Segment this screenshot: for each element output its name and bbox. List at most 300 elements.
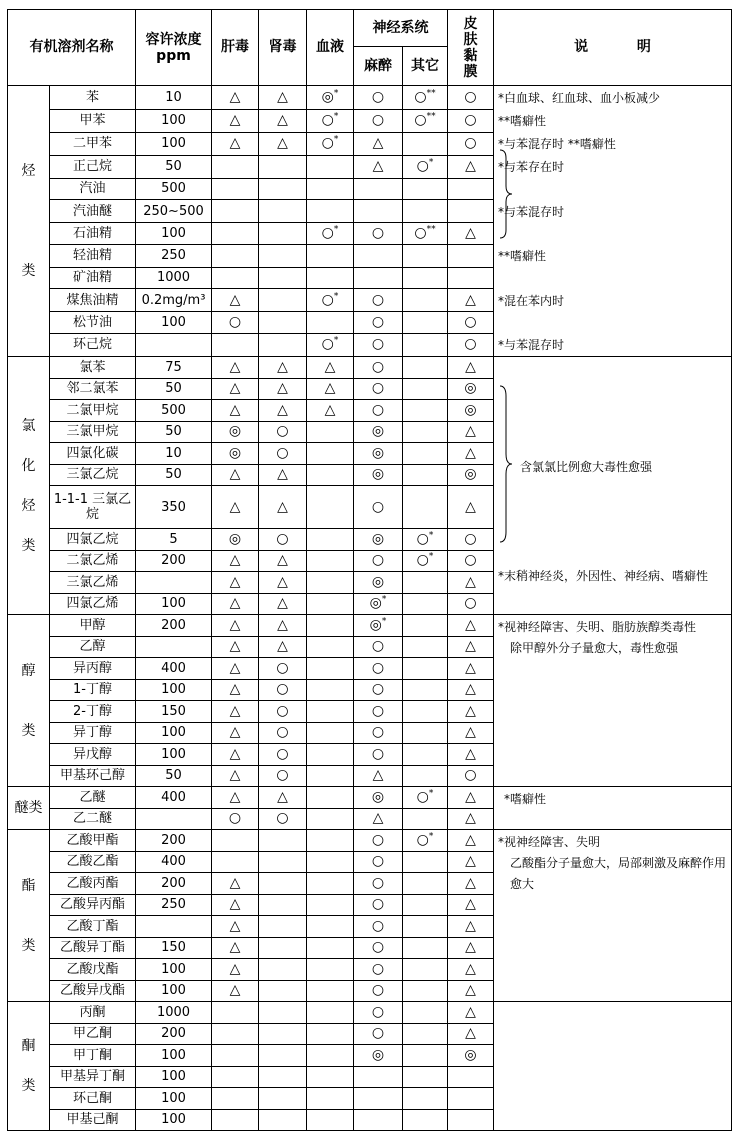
toxicity-kidney: △ — [259, 132, 307, 155]
allowed-concentration: 50 — [136, 378, 212, 400]
toxicity-blood — [307, 765, 354, 787]
allowed-concentration: 100 — [136, 744, 212, 766]
toxicity-blood — [307, 1109, 354, 1131]
allowed-concentration — [136, 636, 212, 658]
toxicity-kidney — [259, 312, 307, 334]
toxicity-liver: △ — [212, 679, 259, 701]
toxicity-other: ○* — [403, 787, 448, 809]
toxicity-kidney — [259, 289, 307, 312]
category-label: 烃 类 — [8, 86, 50, 357]
description-note: *白血球、红血球、血小板减少 — [494, 86, 732, 110]
toxicity-anesth: ◎ — [354, 464, 403, 486]
toxicity-other — [403, 615, 448, 637]
toxicity-blood — [307, 615, 354, 637]
toxicity-kidney: ○ — [259, 701, 307, 723]
allowed-concentration: 100 — [136, 1045, 212, 1067]
toxicity-skin: △ — [448, 959, 494, 981]
toxicity-liver: △ — [212, 86, 259, 110]
toxicity-liver: ◎ — [212, 529, 259, 551]
solvent-name: 轻油精 — [50, 244, 136, 267]
toxicity-anesth — [354, 200, 403, 223]
solvent-name: 异戊醇 — [50, 744, 136, 766]
toxicity-blood: ○* — [307, 289, 354, 312]
toxicity-other — [403, 1023, 448, 1045]
toxicity-liver: △ — [212, 572, 259, 594]
toxicity-skin: △ — [448, 615, 494, 637]
toxicity-blood — [307, 529, 354, 551]
toxicity-other: ○* — [403, 155, 448, 178]
toxicity-liver — [212, 1088, 259, 1110]
solvent-toxicity-table — [7, 9, 732, 1131]
toxicity-anesth: ○ — [354, 744, 403, 766]
solvent-name: 四氯化碳 — [50, 443, 136, 465]
description-note: *混在苯内时 — [494, 289, 732, 312]
toxicity-kidney: ○ — [259, 679, 307, 701]
toxicity-anesth: ◎* — [354, 615, 403, 637]
allowed-concentration: 500 — [136, 400, 212, 422]
allowed-concentration: 200 — [136, 873, 212, 895]
table-row — [8, 223, 732, 245]
allowed-concentration: 100 — [136, 1066, 212, 1088]
toxicity-anesth: ○ — [354, 722, 403, 744]
toxicity-other — [403, 701, 448, 723]
toxicity-kidney: ○ — [259, 421, 307, 443]
toxicity-anesth: △ — [354, 808, 403, 830]
toxicity-other — [403, 333, 448, 357]
solvent-name: 甲乙酮 — [50, 1023, 136, 1045]
solvent-name: 乙酸甲酯 — [50, 830, 136, 852]
solvent-name: 甲醇 — [50, 615, 136, 637]
toxicity-liver: △ — [212, 701, 259, 723]
toxicity-anesth: ◎ — [354, 443, 403, 465]
toxicity-anesth: ◎ — [354, 572, 403, 594]
toxicity-other — [403, 980, 448, 1002]
solvent-name: 1-丁醇 — [50, 679, 136, 701]
toxicity-skin — [448, 1088, 494, 1110]
toxicity-liver: △ — [212, 787, 259, 809]
toxicity-kidney: ○ — [259, 744, 307, 766]
solvent-name: 矿油精 — [50, 267, 136, 289]
toxicity-other — [403, 593, 448, 615]
toxicity-skin: ○ — [448, 593, 494, 615]
category-label: 醇 类 — [8, 615, 50, 787]
toxicity-skin: △ — [448, 980, 494, 1002]
toxicity-skin — [448, 178, 494, 200]
table-row — [8, 787, 732, 809]
toxicity-liver: △ — [212, 378, 259, 400]
category-label: 氯 化 烃 类 — [8, 357, 50, 615]
solvent-name: 二氯甲烷 — [50, 400, 136, 422]
toxicity-blood: ◎* — [307, 86, 354, 110]
description-note — [494, 357, 732, 615]
toxicity-kidney: △ — [259, 86, 307, 110]
toxicity-blood — [307, 873, 354, 895]
toxicity-kidney — [259, 1088, 307, 1110]
toxicity-blood — [307, 701, 354, 723]
toxicity-skin: △ — [448, 808, 494, 830]
toxicity-blood — [307, 200, 354, 223]
toxicity-blood — [307, 959, 354, 981]
solvent-name: 乙醚 — [50, 787, 136, 809]
solvent-name: 二氯乙烯 — [50, 550, 136, 572]
toxicity-blood: ○* — [307, 223, 354, 245]
toxicity-anesth: ○ — [354, 486, 403, 529]
toxicity-other — [403, 400, 448, 422]
description-note: **嗜癖性 — [494, 244, 732, 267]
solvent-name: 四氯乙烷 — [50, 529, 136, 551]
toxicity-kidney: ○ — [259, 658, 307, 680]
allowed-concentration: 200 — [136, 615, 212, 637]
toxicity-blood — [307, 1088, 354, 1110]
description-note — [494, 615, 732, 787]
description-note: **嗜癖性 — [494, 109, 732, 132]
toxicity-blood — [307, 1023, 354, 1045]
toxicity-anesth: ○ — [354, 1002, 403, 1024]
toxicity-blood — [307, 1002, 354, 1024]
solvent-name: 环己烷 — [50, 333, 136, 357]
toxicity-blood — [307, 443, 354, 465]
solvent-name: 氯苯 — [50, 357, 136, 379]
solvent-name: 汽油 — [50, 178, 136, 200]
toxicity-skin: ○ — [448, 86, 494, 110]
table-row — [8, 109, 732, 132]
toxicity-blood — [307, 937, 354, 959]
header-anesthesia: 麻醉 — [354, 47, 403, 86]
toxicity-other — [403, 808, 448, 830]
allowed-concentration: 250~500 — [136, 200, 212, 223]
toxicity-liver — [212, 830, 259, 852]
table-row — [8, 200, 732, 223]
toxicity-kidney: ○ — [259, 529, 307, 551]
toxicity-anesth: ○ — [354, 223, 403, 245]
table-row — [8, 357, 732, 379]
toxicity-kidney — [259, 178, 307, 200]
toxicity-skin: △ — [448, 830, 494, 852]
description-note — [494, 1002, 732, 1131]
toxicity-blood — [307, 916, 354, 938]
allowed-concentration: 100 — [136, 722, 212, 744]
toxicity-other: ○* — [403, 550, 448, 572]
table-row — [8, 86, 732, 110]
toxicity-anesth: ◎ — [354, 421, 403, 443]
toxicity-anesth: ○ — [354, 289, 403, 312]
toxicity-liver — [212, 267, 259, 289]
toxicity-kidney — [259, 1066, 307, 1088]
toxicity-blood — [307, 155, 354, 178]
solvent-name: 甲基环己醇 — [50, 765, 136, 787]
toxicity-anesth: ○ — [354, 357, 403, 379]
toxicity-other — [403, 851, 448, 873]
toxicity-blood — [307, 894, 354, 916]
toxicity-kidney — [259, 333, 307, 357]
toxicity-skin: △ — [448, 486, 494, 529]
toxicity-anesth: △ — [354, 765, 403, 787]
solvent-name: 四氯乙烯 — [50, 593, 136, 615]
table-row — [8, 244, 732, 267]
header-blood: 血液 — [307, 10, 354, 86]
toxicity-kidney — [259, 959, 307, 981]
allowed-concentration: 250 — [136, 244, 212, 267]
allowed-concentration: 100 — [136, 109, 212, 132]
allowed-concentration: 5 — [136, 529, 212, 551]
table-row — [8, 1002, 732, 1024]
toxicity-blood: △ — [307, 378, 354, 400]
toxicity-other — [403, 200, 448, 223]
solvent-name: 1-1-1 三氯乙烷 — [50, 486, 136, 529]
table-row — [8, 289, 732, 312]
toxicity-anesth: ○ — [354, 679, 403, 701]
toxicity-anesth: ○ — [354, 378, 403, 400]
solvent-name: 甲苯 — [50, 109, 136, 132]
toxicity-anesth — [354, 1066, 403, 1088]
table-row — [8, 155, 732, 178]
toxicity-other — [403, 289, 448, 312]
toxicity-anesth: △ — [354, 155, 403, 178]
toxicity-skin: △ — [448, 1023, 494, 1045]
toxicity-liver: △ — [212, 959, 259, 981]
toxicity-other — [403, 132, 448, 155]
allowed-concentration: 10 — [136, 443, 212, 465]
toxicity-liver: △ — [212, 636, 259, 658]
toxicity-skin: △ — [448, 572, 494, 594]
toxicity-other: ○** — [403, 109, 448, 132]
toxicity-anesth — [354, 267, 403, 289]
toxicity-anesth: ◎* — [354, 593, 403, 615]
toxicity-skin — [448, 267, 494, 289]
toxicity-skin: △ — [448, 744, 494, 766]
alcohol-note-2: 除甲醇外分子量愈大，毒性愈强 — [510, 641, 679, 655]
toxicity-anesth: ○ — [354, 550, 403, 572]
toxicity-liver: △ — [212, 109, 259, 132]
toxicity-other — [403, 873, 448, 895]
toxicity-anesth: ○ — [354, 400, 403, 422]
toxicity-kidney: △ — [259, 572, 307, 594]
toxicity-other — [403, 267, 448, 289]
toxicity-anesth — [354, 178, 403, 200]
solvent-name: 苯 — [50, 86, 136, 110]
solvent-name: 正己烷 — [50, 155, 136, 178]
allowed-concentration: 250 — [136, 894, 212, 916]
toxicity-kidney — [259, 1002, 307, 1024]
toxicity-liver — [212, 223, 259, 245]
toxicity-skin: ○ — [448, 529, 494, 551]
toxicity-kidney — [259, 1023, 307, 1045]
toxicity-skin: ◎ — [448, 464, 494, 486]
toxicity-skin: △ — [448, 421, 494, 443]
toxicity-skin: △ — [448, 894, 494, 916]
toxicity-liver: △ — [212, 765, 259, 787]
toxicity-other — [403, 1002, 448, 1024]
toxicity-liver — [212, 1066, 259, 1088]
toxicity-blood — [307, 808, 354, 830]
toxicity-skin — [448, 1109, 494, 1131]
toxicity-liver: △ — [212, 400, 259, 422]
category-label: 醚类 — [8, 787, 50, 830]
toxicity-other — [403, 464, 448, 486]
toxicity-anesth: ○ — [354, 636, 403, 658]
toxicity-other — [403, 572, 448, 594]
allowed-concentration: 400 — [136, 851, 212, 873]
solvent-name: 石油精 — [50, 223, 136, 245]
toxicity-liver: ○ — [212, 312, 259, 334]
table-row — [8, 178, 732, 200]
toxicity-kidney: △ — [259, 400, 307, 422]
toxicity-blood: ○* — [307, 109, 354, 132]
toxicity-kidney — [259, 1045, 307, 1067]
toxicity-skin: △ — [448, 1002, 494, 1024]
allowed-concentration: 150 — [136, 701, 212, 723]
toxicity-skin: △ — [448, 722, 494, 744]
toxicity-anesth: ○ — [354, 937, 403, 959]
allowed-concentration: 50 — [136, 155, 212, 178]
toxicity-liver: △ — [212, 486, 259, 529]
solvent-name: 乙酸异丙酯 — [50, 894, 136, 916]
toxicity-kidney: △ — [259, 593, 307, 615]
toxicity-skin: ◎ — [448, 1045, 494, 1067]
solvent-name: 乙酸乙酯 — [50, 851, 136, 873]
toxicity-kidney — [259, 244, 307, 267]
toxicity-skin: △ — [448, 443, 494, 465]
allowed-concentration: 400 — [136, 658, 212, 680]
allowed-concentration: 1000 — [136, 267, 212, 289]
toxicity-liver — [212, 155, 259, 178]
allowed-concentration: 75 — [136, 357, 212, 379]
toxicity-skin: ○ — [448, 132, 494, 155]
toxicity-other — [403, 722, 448, 744]
toxicity-kidney — [259, 851, 307, 873]
toxicity-kidney — [259, 916, 307, 938]
toxicity-blood — [307, 244, 354, 267]
toxicity-blood — [307, 658, 354, 680]
toxicity-skin: ○ — [448, 109, 494, 132]
toxicity-liver — [212, 1023, 259, 1045]
category-label: 酮 类 — [8, 1002, 50, 1131]
description-note — [494, 267, 732, 289]
allowed-concentration — [136, 333, 212, 357]
solvent-name: 乙醇 — [50, 636, 136, 658]
solvent-name: 异丁醇 — [50, 722, 136, 744]
toxicity-anesth: ○ — [354, 109, 403, 132]
toxicity-kidney: △ — [259, 464, 307, 486]
description-note — [494, 223, 732, 245]
toxicity-anesth: △ — [354, 132, 403, 155]
toxicity-skin: △ — [448, 916, 494, 938]
category-label: 酯 类 — [8, 830, 50, 1002]
header-concentration: 容许浓度ppm — [136, 10, 212, 86]
toxicity-skin: △ — [448, 787, 494, 809]
allowed-concentration: 200 — [136, 830, 212, 852]
toxicity-anesth: ◎ — [354, 1045, 403, 1067]
toxicity-blood — [307, 593, 354, 615]
toxicity-liver: △ — [212, 894, 259, 916]
alcohol-note-1: *视神经障害、失明、脂肪族醇类毒性 — [498, 620, 697, 634]
allowed-concentration: 100 — [136, 679, 212, 701]
toxicity-anesth — [354, 244, 403, 267]
toxicity-liver: △ — [212, 722, 259, 744]
table-row — [8, 830, 732, 852]
toxicity-kidney — [259, 200, 307, 223]
solvent-name: 甲基己酮 — [50, 1109, 136, 1131]
toxicity-skin: △ — [448, 357, 494, 379]
toxicity-blood — [307, 464, 354, 486]
toxicity-kidney: △ — [259, 378, 307, 400]
toxicity-blood — [307, 830, 354, 852]
toxicity-skin — [448, 244, 494, 267]
toxicity-anesth — [354, 1109, 403, 1131]
table-row — [8, 615, 732, 637]
allowed-concentration: 200 — [136, 550, 212, 572]
toxicity-blood: ○* — [307, 333, 354, 357]
toxicity-blood — [307, 267, 354, 289]
ester-note-2: 乙酸酯分子量愈大，局部刺激及麻醉作用愈大 — [510, 856, 727, 891]
toxicity-liver: △ — [212, 593, 259, 615]
toxicity-anesth: ○ — [354, 830, 403, 852]
toxicity-liver: △ — [212, 980, 259, 1002]
allowed-concentration: 0.2mg/m³ — [136, 289, 212, 312]
allowed-concentration: 50 — [136, 464, 212, 486]
toxicity-kidney: △ — [259, 486, 307, 529]
toxicity-kidney — [259, 830, 307, 852]
ether-note: *嗜癖性 — [504, 792, 547, 806]
toxicity-other — [403, 312, 448, 334]
toxicity-liver: ○ — [212, 808, 259, 830]
allowed-concentration: 100 — [136, 959, 212, 981]
toxicity-blood — [307, 722, 354, 744]
allowed-concentration: 100 — [136, 1088, 212, 1110]
toxicity-skin: △ — [448, 701, 494, 723]
solvent-name: 煤焦油精 — [50, 289, 136, 312]
solvent-name: 丙酮 — [50, 1002, 136, 1024]
toxicity-liver — [212, 1109, 259, 1131]
allowed-concentration — [136, 572, 212, 594]
toxicity-liver — [212, 200, 259, 223]
toxicity-kidney: ○ — [259, 443, 307, 465]
toxicity-anesth: ○ — [354, 701, 403, 723]
allowed-concentration: 1000 — [136, 1002, 212, 1024]
toxicity-other: ○* — [403, 529, 448, 551]
toxicity-liver: ◎ — [212, 421, 259, 443]
header-skin: 皮肤黏膜 — [448, 10, 494, 86]
solvent-name: 乙酸丙酯 — [50, 873, 136, 895]
allowed-concentration: 100 — [136, 593, 212, 615]
toxicity-liver: △ — [212, 289, 259, 312]
header-solvent-name: 有机溶剂名称 — [8, 10, 136, 86]
toxicity-kidney — [259, 223, 307, 245]
toxicity-blood — [307, 178, 354, 200]
trichloroethylene-note: *末稍神经炎，外因性、神经病、嗜癖性 — [498, 569, 709, 583]
toxicity-other — [403, 658, 448, 680]
solvent-name: 乙酸戊酯 — [50, 959, 136, 981]
solvent-name: 环己酮 — [50, 1088, 136, 1110]
toxicity-other — [403, 744, 448, 766]
toxicity-kidney: ○ — [259, 808, 307, 830]
toxicity-skin: △ — [448, 851, 494, 873]
description-note: *与苯混存时 — [494, 200, 732, 223]
toxicity-kidney — [259, 894, 307, 916]
toxicity-blood — [307, 787, 354, 809]
toxicity-anesth: ○ — [354, 333, 403, 357]
toxicity-kidney: ○ — [259, 765, 307, 787]
toxicity-other — [403, 916, 448, 938]
solvent-name: 三氯甲烷 — [50, 421, 136, 443]
description-note: *与苯存在时 — [494, 155, 732, 178]
toxicity-blood — [307, 486, 354, 529]
toxicity-liver: △ — [212, 916, 259, 938]
allowed-concentration: 100 — [136, 312, 212, 334]
toxicity-other: ○** — [403, 223, 448, 245]
allowed-concentration: 100 — [136, 1109, 212, 1131]
toxicity-kidney: △ — [259, 636, 307, 658]
